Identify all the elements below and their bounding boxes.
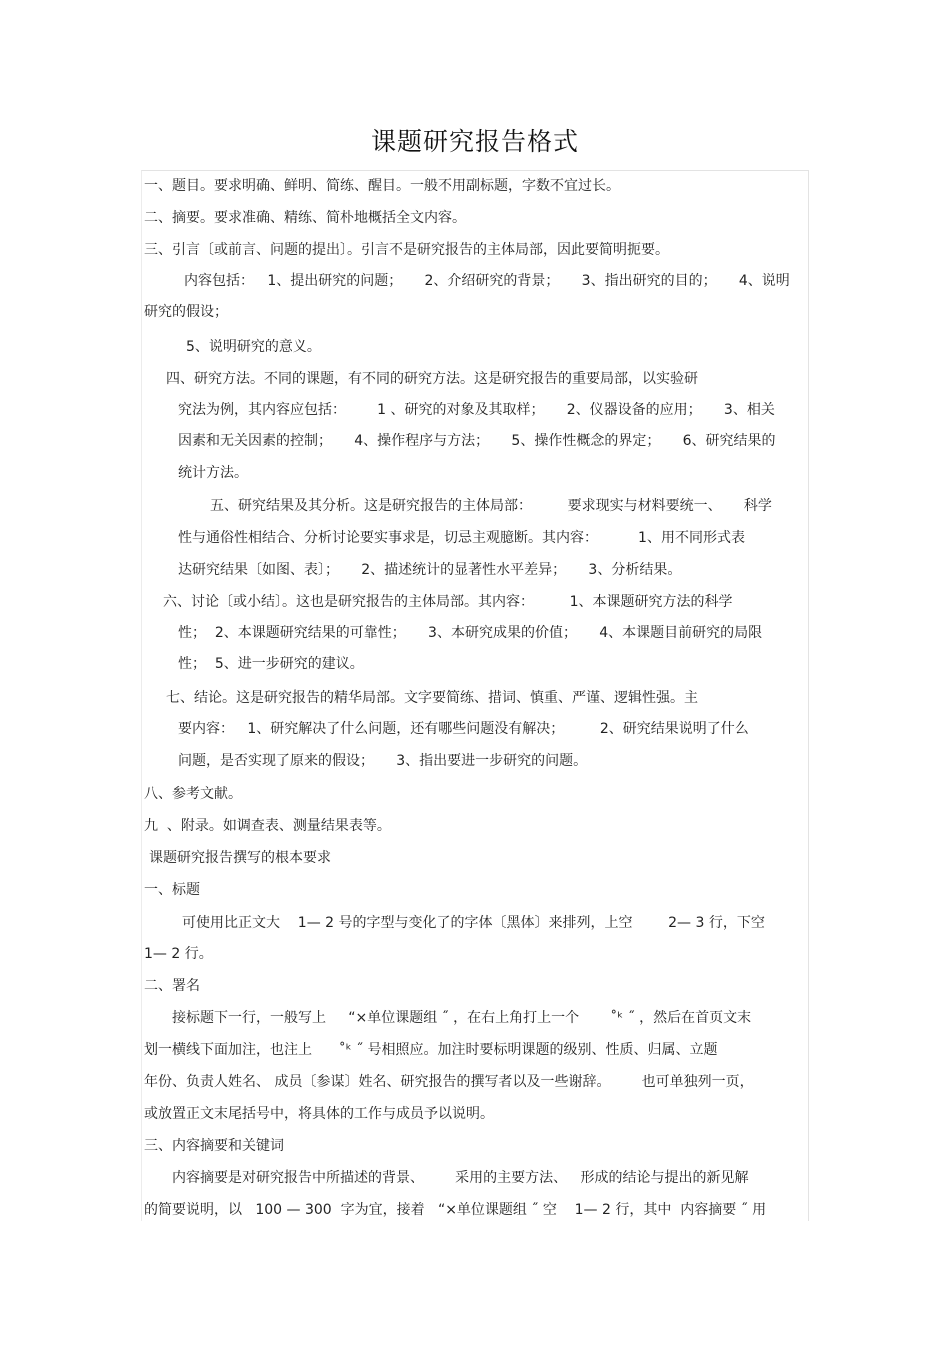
text-line: 性与通俗性相结合、分析讨论要实事求是，切忌主观臆断。其内容： 1、用不同形式表 bbox=[178, 530, 745, 546]
text-line: 一、题目。要求明确、鲜明、简练、醒目。一般不用副标题，字数不宜过长。 bbox=[144, 178, 620, 194]
text-line: 5、说明研究的意义。 bbox=[186, 339, 321, 355]
section-heading: 三、内容摘要和关键词 bbox=[144, 1138, 284, 1154]
text-line: 统计方法。 bbox=[178, 465, 248, 481]
section-heading: 一、标题 bbox=[144, 882, 200, 898]
text-line: 内容包括： 1、提出研究的问题； 2、介绍研究的背景； 3、指出研究的目的； 4、说明 bbox=[184, 273, 790, 289]
text-line: 四、研究方法。不同的课题，有不同的研究方法。这是研究报告的重要局部，以实验研 bbox=[166, 371, 698, 387]
text-line: 八、参考文献。 bbox=[144, 786, 242, 802]
text-line: 究法为例，其内容应包括： 1 、研究的对象及其取样； 2、仪器设备的应用； 3、相关 bbox=[178, 402, 775, 418]
text-line: 的简要说明，以 100 — 300 字为宜，接着 “×单位课题组 ˝ 空 1— 2 行，其中 内容摘要 ˝ 用 bbox=[144, 1202, 767, 1218]
text-line: 九 、附录。如调查表、测量结果表等。 bbox=[144, 818, 391, 834]
text-line: 因素和无关因素的控制； 4、操作程序与方法； 5、操作性概念的界定； 6、研究结果的 bbox=[178, 433, 776, 449]
section-heading: 课题研究报告撰写的根本要求 bbox=[149, 850, 331, 866]
text-line: 性； 5、进一步研究的建议。 bbox=[178, 656, 364, 672]
page-title: 课题研究报告格式 bbox=[370, 127, 579, 156]
text-line: 或放置正文末尾括号中，将具体的工作与成员予以说明。 bbox=[144, 1106, 494, 1122]
text-line: 要内容： 1、研究解决了什么问题，还有哪些问题没有解决； 2、研究结果说明了什么 bbox=[178, 721, 749, 737]
text-line: 划一横线下面加注，也注上 ˚ᵏ ˝ 号相照应。加注时要标明课题的级别、性质、归属、立题 bbox=[144, 1042, 718, 1058]
section-heading: 二、署名 bbox=[144, 978, 200, 994]
text-line: 1— 2 行。 bbox=[144, 946, 213, 962]
text-line: 二、摘要。要求准确、精练、简朴地概括全文内容。 bbox=[144, 210, 466, 226]
text-line: 六、讨论〔或小结〕。这也是研究报告的主体局部。其内容： 1、本课题研究方法的科学 bbox=[163, 594, 733, 610]
text-line: 内容摘要是对研究报告中所描述的背景、 采用的主要方法、 形成的结论与提出的新见解 bbox=[172, 1170, 749, 1186]
text-line: 研究的假设； bbox=[144, 304, 228, 320]
text-line: 三、引言〔或前言、问题的提出〕。引言不是研究报告的主体局部，因此要简明扼要。 bbox=[144, 242, 669, 258]
text-line: 性； 2、本课题研究结果的可靠性； 3、本研究成果的价值； 4、本课题目前研究的局限 bbox=[178, 625, 763, 641]
text-line: 五、研究结果及其分析。这是研究报告的主体局部： 要求现实与材料要统一、 科学 bbox=[210, 498, 772, 514]
text-line: 可使用比正文大 1— 2 号的字型与变化了的字体〔黑体〕来排列，上空 2— 3 行，下空 bbox=[182, 915, 765, 931]
text-line: 接标题下一行，一般写上 “×单位课题组 ˝ ，在右上角打上一个 ˚ᵏ ˝ ，然后在首页文末 bbox=[172, 1010, 752, 1026]
text-line: 年份、负责人姓名、 成员〔参谋〕姓名、研究报告的撰写者以及一些谢辞。 也可单独列一页， bbox=[144, 1074, 754, 1090]
text-line: 达研究结果〔如图、表〕； 2、描述统计的显著性水平差异； 3、分析结果。 bbox=[178, 562, 682, 578]
text-line: 问题，是否实现了原来的假设； 3、指出要进一步研究的问题。 bbox=[178, 753, 588, 769]
text-line: 七、结论。这是研究报告的精华局部。文字要简练、措词、慎重、严谨、逻辑性强。主 bbox=[166, 690, 698, 706]
